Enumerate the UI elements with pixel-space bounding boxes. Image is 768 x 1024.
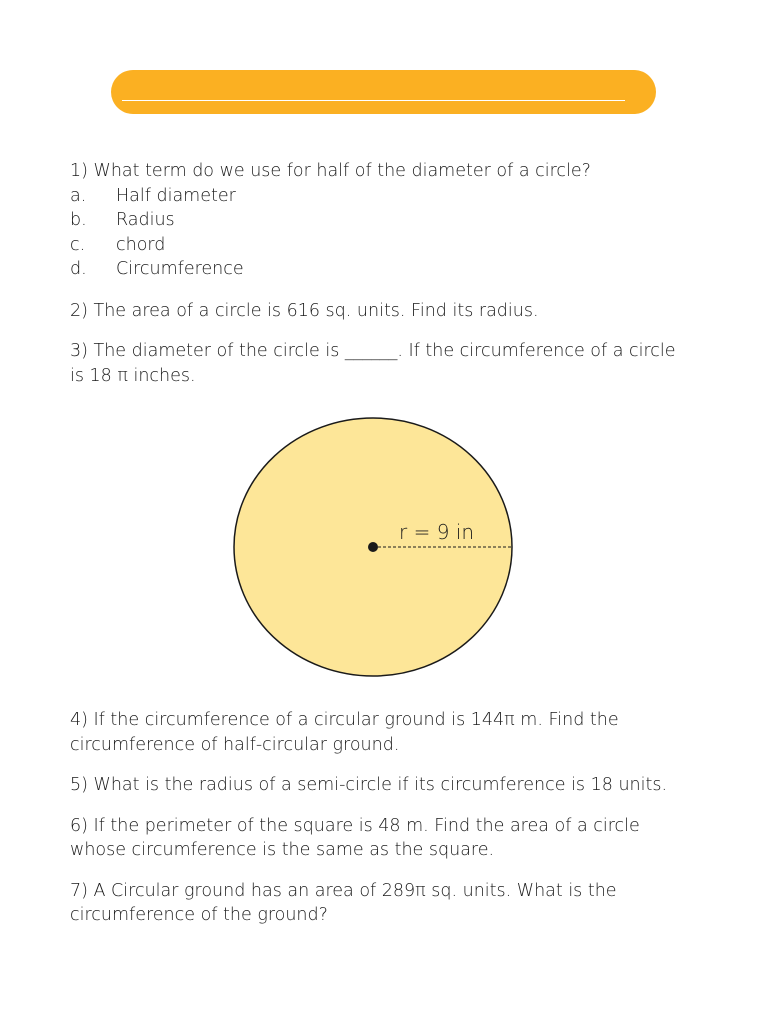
option-d [70,257,690,282]
option-a [70,184,690,209]
question-4: 4) If the circumference of a circular ground is 144π m. Find the circumference of half-circular ground. [70,710,619,755]
circle-diagram [70,392,690,702]
question-7: 7) A Circular ground has an area of 289π sq. units. What is the circumference of the ground? [70,880,617,925]
option-letter: b. [70,210,87,230]
question-1: 1) What term do we use for half of the diameter of a circle? [70,161,591,181]
circle-figure [70,392,690,702]
radius-label: r = 9 in [399,520,475,544]
question-5: 5) What is the radius of a semi-circle if its circumference is 18 units. [70,775,668,795]
option-label: Half diameter [116,185,236,206]
option-label: chord [116,234,166,255]
option-letter: a. [70,185,87,206]
option-label: Radius [116,210,175,230]
question-1-options [70,184,690,282]
title-underline [122,100,625,101]
option-c [70,233,690,258]
question-2: 2) The area of a circle is 616 sq. units. Find its radius. [70,300,539,321]
option-b [70,208,690,233]
worksheet-content [70,159,690,944]
question-3: 3) The diameter of the circle is ______. If the circumference of a circle is 18 π inches. [70,341,676,386]
title-banner [111,70,656,114]
option-letter: d. [70,259,87,279]
option-label: Circumference [116,259,244,279]
question-6: 6) If the perimeter of the square is 48 m. Find the area of a circle whose circumference is the same as the square. [70,815,640,860]
center-point [368,542,378,552]
option-letter: c. [70,234,86,255]
